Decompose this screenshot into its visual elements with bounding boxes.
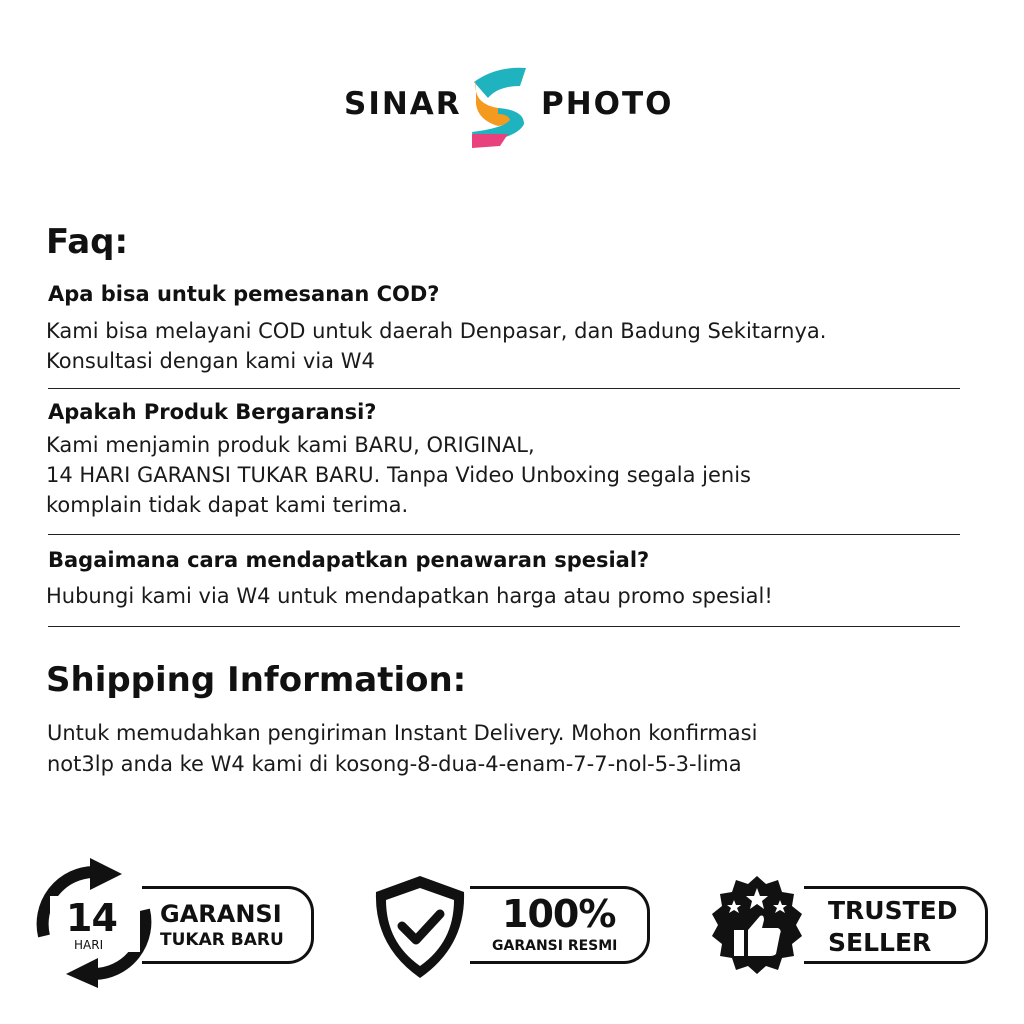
faq-question: Bagaimana cara mendapatkan penawaran spesial? (48, 548, 650, 572)
badge-line1: 100% (502, 892, 616, 936)
shield-check-icon (370, 872, 470, 982)
badge-number: 14 (66, 896, 117, 940)
logo-s-mark-icon (468, 64, 532, 148)
trusted-seal-thumbs-up-icon (704, 874, 810, 980)
badge-line2: GARANSI RESMI (492, 938, 618, 954)
badge-fourteen-day-warranty (34, 858, 324, 988)
brand-logo (0, 64, 1024, 150)
faq-divider (48, 388, 960, 389)
badge-line1: GARANSI (160, 900, 282, 928)
logo-text-left: SINAR (344, 86, 462, 122)
faq-question: Apakah Produk Bergaransi? (48, 400, 377, 424)
shipping-text: Untuk memudahkan pengiriman Instant Delivery. Mohon konfirmasi not3lp anda ke W4 kami di kosong-8-dua-4-enam-7-7-nol-5-3-lima (47, 721, 758, 776)
logo-text-right: PHOTO (541, 86, 674, 122)
faq-divider (48, 626, 960, 627)
badge-line2: TUKAR BARU (160, 930, 284, 950)
faq-question: Apa bisa untuk pemesanan COD? (48, 282, 440, 306)
faq-answer: Hubungi kami via W4 untuk mendapatkan harga atau promo spesial! (46, 584, 773, 608)
badge-line1: TRUSTED (828, 896, 958, 925)
faq-answer: Kami menjamin produk kami BARU, ORIGINAL, 14 HARI GARANSI TUKAR BARU. Tanpa Video Unboxing segala jenis komplain tidak dapat kami terima. (46, 433, 751, 517)
faq-divider (48, 534, 960, 535)
shipping-title: Shipping Information: (46, 660, 467, 700)
badge-line2: SELLER (828, 928, 932, 957)
badge-trusted-seller (704, 858, 994, 988)
faq-title: Faq: (46, 222, 129, 262)
badge-official-warranty (370, 858, 660, 988)
badge-number-sub: HARI (74, 938, 104, 952)
faq-answer: Kami bisa melayani COD untuk daerah Denpasar, dan Badung Sekitarnya. Konsultasi dengan kami via W4 (46, 319, 827, 373)
